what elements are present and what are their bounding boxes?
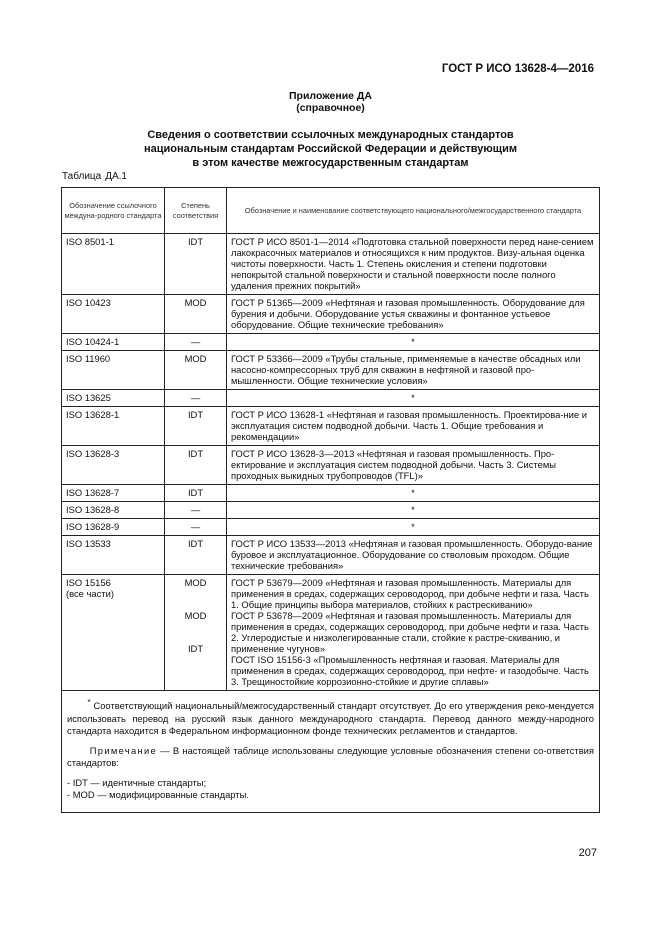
ref-cell: ISO 13628-1	[62, 407, 165, 446]
standard-cell: ГОСТ Р ИСО 13533—2013 «Нефтяная и газовая промышленность. Оборудо-вание буровое и эксплуатационное. Оборудование со стволовым проходом. Общие технические требования»	[227, 536, 600, 575]
standard-cell: *	[227, 519, 600, 536]
ref-cell: ISO 13628-7	[62, 485, 165, 502]
table-header-row	[62, 188, 600, 234]
ref-cell: ISO 13625	[62, 390, 165, 407]
degree-cell: MOD	[165, 295, 227, 334]
table-row	[62, 519, 600, 536]
ref-cell	[62, 575, 165, 691]
table-row	[62, 536, 600, 575]
standard-cell	[227, 575, 600, 691]
legend-item: - MOD — модифицированные стандарты.	[67, 789, 249, 801]
standard-entry: ГОСТ Р 53679—2009 «Нефтяная и газовая промышленность. Материалы для применения в средах, содержащих сероводород, при добыче нефти и газа. Часть 1. Общие принципы выбора материалов, стойких к растрескиванию»	[231, 577, 589, 610]
table-row	[62, 502, 600, 519]
appendix-title: Приложение ДА	[289, 90, 372, 102]
table-row	[62, 334, 600, 351]
standard-cell: ГОСТ Р ИСО 13628-3—2013 «Нефтяная и газовая промышленность. Про-ектирование и эксплуатация систем подводной добычи. Часть 3. Системы проходных выкидных трубопроводов (TFL)»	[227, 446, 600, 485]
table-row	[62, 390, 600, 407]
table-row	[62, 234, 600, 295]
standard-cell: ГОСТ Р ИСО 13628-1 «Нефтяная и газовая промышленность. Проектирова-ние и эксплуатация систем подводной добычи. Часть 1. Общие требования и рекомендации»	[227, 407, 600, 446]
header-ref-standard: Обозначение ссылочного междуна-родного стандарта	[62, 188, 165, 234]
degree-cell: —	[165, 334, 227, 351]
table-footer-row	[62, 691, 600, 813]
document-code: ГОСТ Р ИСО 13628-4—2016	[441, 63, 594, 75]
degree-value: IDT	[187, 643, 204, 654]
table-label	[62, 171, 127, 182]
correspondence-table	[61, 187, 600, 813]
ref-cell: ISO 13628-8	[62, 502, 165, 519]
standard-cell: *	[227, 502, 600, 519]
degree-cell	[165, 575, 227, 691]
standard-cell: ГОСТ Р 53366—2009 «Трубы стальные, применяемые в качестве обсадных или насосно-компрессорных труб для скважин в нефтяной и газовой про-мышленности. Общие технические условия»	[227, 351, 600, 390]
degree-cell: —	[165, 502, 227, 519]
ref-cell-line: (все части)	[66, 588, 114, 599]
appendix-heading	[0, 90, 661, 114]
standard-cell: ГОСТ Р ИСО 8501-1—2014 «Подготовка стальной поверхности перед нане-сением лакокрасочных материалов и относящихся к ним продуктов. Визу-альная оценка чистоты поверхности. Часть 1. Степень окисления и степени подготовки непокрытой стальной поверхности и стальной поверхности после полного удаления прежних покрытий»	[227, 234, 600, 295]
degree-cell: MOD	[165, 351, 227, 390]
degree-cell: —	[165, 390, 227, 407]
table-row	[62, 351, 600, 390]
table-row	[62, 295, 600, 334]
title-line: в этом качестве межгосударственным стандартам	[192, 157, 469, 169]
table-label-word: Таблица	[62, 171, 102, 182]
title-line: национальным стандартам Российской Федерации и действующим	[144, 143, 517, 155]
legend-item: - IDT — идентичные стандарты;	[67, 776, 207, 788]
degree-cell: IDT	[165, 446, 227, 485]
note-text: — В настоящей таблице использованы следующие условные обозначения степени со-ответствия стандартов:	[67, 744, 594, 769]
title-line: Сведения о соответствии ссылочных международных стандартов	[147, 129, 514, 141]
note-label: Примечание	[89, 744, 158, 756]
appendix-subtitle: (справочное)	[296, 102, 365, 114]
ref-cell: ISO 13533	[62, 536, 165, 575]
degree-cell: IDT	[165, 485, 227, 502]
table-row	[62, 446, 600, 485]
table-footnotes	[62, 691, 600, 813]
degree-cell: IDT	[165, 536, 227, 575]
standard-cell: *	[227, 334, 600, 351]
ref-cell: ISO 13628-3	[62, 446, 165, 485]
page-title	[0, 128, 661, 170]
degree-value: MOD	[184, 610, 207, 621]
ref-cell-line: ISO 15156	[66, 577, 111, 588]
footnote-text: Соответствующий национальный/межгосударственный стандарт отсутствует. До его утверждения реко-мендуется использовать перевод на русский язык данного международного стандарта. Перевод данного между-народного стандарта находится в Федеральном информационном фонде технических регламентов и стандартов.	[67, 700, 595, 737]
ref-cell: ISO 13628-9	[62, 519, 165, 536]
table-label-number: ДА.1	[105, 171, 127, 182]
ref-cell: ISO 10423	[62, 295, 165, 334]
header-degree: Степень соответствия	[165, 188, 227, 234]
table-row	[62, 485, 600, 502]
degree-cell: IDT	[165, 407, 227, 446]
standard-cell: *	[227, 390, 600, 407]
standard-entry: ГОСТ ISO 15156-3 «Промышленность нефтяная и газовая. Материалы для применения в средах, содержащих сероводород, при нефте- и газодобыче. Часть 3. Трещиностойкие коррозионно-стойкие и другие сплавы»	[231, 654, 589, 687]
table-row	[62, 407, 600, 446]
table-row-iso-15156	[62, 575, 600, 691]
note	[67, 745, 594, 770]
ref-cell: ISO 11960	[62, 351, 165, 390]
degree-cell: —	[165, 519, 227, 536]
ref-cell: ISO 10424-1	[62, 334, 165, 351]
header-national-standard: Обозначение и наименование соответствующего национального/межгосударственного стандарта	[227, 188, 600, 234]
footnote	[67, 697, 594, 738]
degree-value: MOD	[184, 577, 207, 588]
standard-cell: *	[227, 485, 600, 502]
ref-cell: ISO 8501-1	[62, 234, 165, 295]
degree-cell: IDT	[165, 234, 227, 295]
footnote-mark: *	[87, 698, 91, 707]
standard-entry: ГОСТ Р 53678—2009 «Нефтяная и газовая промышленность. Материалы для применения в средах, содержащих сероводород, при добыче нефти и газа. Часть 2. Углеродистые и низколегированные стали, стойкие к растре-скиванию, и применение чугунов»	[231, 610, 589, 654]
standard-cell: ГОСТ Р 51365—2009 «Нефтяная и газовая промышленность. Оборудование для бурения и добычи. Оборудование устья скважины и фонтанное устьевое оборудование. Общие технические требования»	[227, 295, 600, 334]
page-number: 207	[578, 847, 597, 859]
